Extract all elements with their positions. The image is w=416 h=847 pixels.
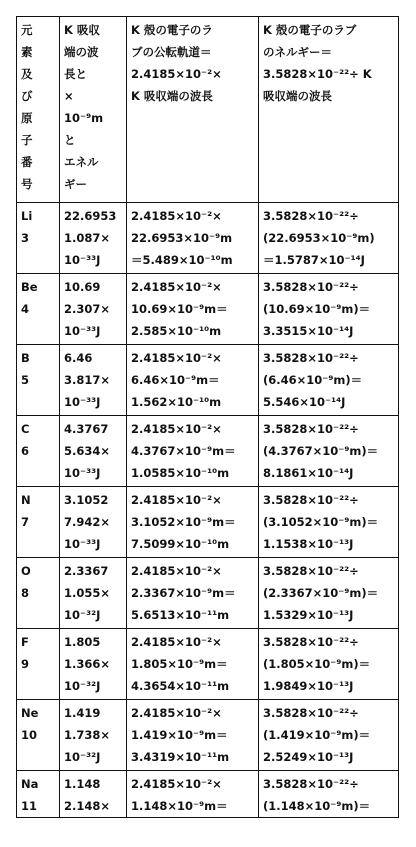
- cell-absorption-edge: [60, 274, 127, 345]
- cell-line: (1.805×10⁻⁹m)＝: [263, 657, 371, 671]
- cell-line: 2.4185×10⁻²×: [131, 422, 222, 436]
- cell-line: 1.055×: [64, 586, 111, 600]
- cell-line: 6.46: [64, 351, 93, 365]
- cell-orbit: [127, 700, 259, 771]
- cell-line: 10⁻³²J: [64, 608, 101, 622]
- table-row: [17, 487, 399, 558]
- cell-line: 2.3367×10⁻⁹m＝: [131, 586, 236, 600]
- table-row: [17, 203, 399, 274]
- header-energy: [259, 17, 399, 203]
- cell-line: 1.148: [64, 777, 101, 791]
- cell-line: 2.4185×10⁻²×: [131, 351, 222, 365]
- cell-element: [17, 416, 60, 487]
- cell-line: 5.6513×10⁻¹¹m: [131, 608, 230, 622]
- cell-line: 8.1861×10⁻¹⁴J: [263, 466, 354, 480]
- header-line: K 殻の電子のラ: [131, 23, 213, 37]
- cell-energy: [259, 487, 399, 558]
- cell-absorption-edge: [60, 771, 127, 818]
- header-line: び: [21, 89, 33, 103]
- cell-orbit: [127, 416, 259, 487]
- cell-line: O: [21, 564, 31, 578]
- cell-line: 4.3767: [64, 422, 109, 436]
- cell-line: 1.562×10⁻¹⁰m: [131, 395, 222, 409]
- cell-line: 3.5828×10⁻²²÷: [263, 564, 359, 578]
- cell-absorption-edge: [60, 416, 127, 487]
- header-orbit: [127, 17, 259, 203]
- header-line: 3.5828×10⁻²²÷ K: [263, 67, 372, 81]
- cell-element: [17, 771, 60, 818]
- cell-line: 1.148×10⁻⁹m＝: [131, 799, 228, 813]
- cell-line: 3.5828×10⁻²²÷: [263, 280, 359, 294]
- k-absorption-table: [16, 16, 399, 818]
- cell-line: 1.0585×10⁻¹⁰m: [131, 466, 230, 480]
- cell-line: 6: [21, 444, 30, 458]
- cell-line: 10.69: [64, 280, 101, 294]
- cell-line: 1.5329×10⁻¹³J: [263, 608, 354, 622]
- cell-line: (1.148×10⁻⁹m)＝: [263, 799, 371, 813]
- header-element-number: [17, 17, 60, 203]
- header-line: 長と: [64, 67, 87, 81]
- cell-element: [17, 629, 60, 700]
- cell-line: 5.634×: [64, 444, 111, 458]
- cell-orbit: [127, 203, 259, 274]
- cell-line: 1.805: [64, 635, 101, 649]
- cell-orbit: [127, 487, 259, 558]
- cell-line: 1.419: [64, 706, 101, 720]
- cell-line: 8: [21, 586, 30, 600]
- table-row: [17, 771, 399, 818]
- header-line: K 吸収端の波長: [131, 89, 213, 103]
- cell-line: 3.1052: [64, 493, 109, 507]
- cell-line: (10.69×10⁻⁹m)＝: [263, 302, 371, 316]
- cell-line: ＝1.5787×10⁻¹⁴J: [263, 253, 365, 267]
- cell-line: B: [21, 351, 30, 365]
- cell-absorption-edge: [60, 487, 127, 558]
- cell-orbit: [127, 345, 259, 416]
- cell-line: 10⁻³³J: [64, 324, 101, 338]
- header-line: ギー: [64, 177, 87, 191]
- cell-line: 10⁻³²J: [64, 679, 101, 693]
- cell-line: (6.46×10⁻⁹m)＝: [263, 373, 363, 387]
- cell-line: (1.419×10⁻⁹m)＝: [263, 728, 371, 742]
- cell-orbit: [127, 274, 259, 345]
- cell-line: 4.3767×10⁻⁹m＝: [131, 444, 236, 458]
- cell-line: (2.3367×10⁻⁹m)＝: [263, 586, 379, 600]
- header-line: 2.4185×10⁻²×: [131, 67, 222, 81]
- header-line: 番: [21, 155, 33, 169]
- header-line: と: [64, 133, 76, 147]
- table-row: [17, 274, 399, 345]
- cell-energy: [259, 700, 399, 771]
- cell-element: [17, 203, 60, 274]
- cell-line: 10.69×10⁻⁹m＝: [131, 302, 228, 316]
- cell-line: 3.1052×10⁻⁹m＝: [131, 515, 236, 529]
- table-row: [17, 629, 399, 700]
- cell-line: 2.4185×10⁻²×: [131, 280, 222, 294]
- cell-line: 9: [21, 657, 30, 671]
- cell-line: 3.5828×10⁻²²÷: [263, 706, 359, 720]
- cell-energy: [259, 274, 399, 345]
- cell-line: 10⁻³³J: [64, 395, 101, 409]
- cell-line: 2.3367: [64, 564, 109, 578]
- cell-line: 10: [21, 728, 38, 742]
- table-row: [17, 345, 399, 416]
- header-absorption-edge: [60, 17, 127, 203]
- cell-line: 5: [21, 373, 30, 387]
- cell-line: 3.4319×10⁻¹¹m: [131, 750, 230, 764]
- cell-line: 2.5249×10⁻¹³J: [263, 750, 354, 764]
- cell-line: (3.1052×10⁻⁹m)＝: [263, 515, 379, 529]
- cell-element: [17, 345, 60, 416]
- cell-line: 10⁻³²J: [64, 750, 101, 764]
- header-line: 素: [21, 45, 33, 59]
- header-line: 及: [21, 67, 33, 81]
- cell-element: [17, 700, 60, 771]
- cell-line: 3.5828×10⁻²²÷: [263, 493, 359, 507]
- table-row: [17, 700, 399, 771]
- cell-line: 7.5099×10⁻¹⁰m: [131, 537, 230, 551]
- cell-line: 2.4185×10⁻²×: [131, 493, 222, 507]
- cell-absorption-edge: [60, 629, 127, 700]
- cell-line: 3.5828×10⁻²²÷: [263, 635, 359, 649]
- cell-line: 10⁻³³J: [64, 537, 101, 551]
- cell-line: 2.148×: [64, 799, 111, 813]
- header-line: 子: [21, 133, 33, 147]
- cell-energy: [259, 771, 399, 818]
- cell-line: 7.942×: [64, 515, 111, 529]
- cell-absorption-edge: [60, 700, 127, 771]
- header-row: [17, 17, 399, 203]
- cell-line: Li: [21, 209, 33, 223]
- cell-line: 3.5828×10⁻²²÷: [263, 351, 359, 365]
- cell-energy: [259, 203, 399, 274]
- cell-line: 1.805×10⁻⁹m＝: [131, 657, 228, 671]
- cell-line: 2.307×: [64, 302, 111, 316]
- cell-absorption-edge: [60, 558, 127, 629]
- cell-orbit: [127, 771, 259, 818]
- header-line: 元: [21, 23, 33, 37]
- cell-line: 2.4185×10⁻²×: [131, 209, 222, 223]
- cell-line: 1.9849×10⁻¹³J: [263, 679, 354, 693]
- cell-line: 1.738×: [64, 728, 111, 742]
- header-line: ブの公転軌道＝: [131, 45, 212, 59]
- cell-line: N: [21, 493, 31, 507]
- cell-line: 22.6953×10⁻⁹m: [131, 231, 233, 245]
- header-line: ×: [64, 89, 74, 103]
- cell-absorption-edge: [60, 203, 127, 274]
- header-line: 10⁻⁹m: [64, 111, 104, 125]
- cell-line: 2.4185×10⁻²×: [131, 564, 222, 578]
- cell-line: 2.4185×10⁻²×: [131, 635, 222, 649]
- cell-line: (4.3767×10⁻⁹m)＝: [263, 444, 379, 458]
- cell-line: 3.5828×10⁻²²÷: [263, 777, 359, 791]
- cell-orbit: [127, 558, 259, 629]
- cell-line: 3.3515×10⁻¹⁴J: [263, 324, 354, 338]
- cell-line: 1.1538×10⁻¹³J: [263, 537, 354, 551]
- cell-element: [17, 274, 60, 345]
- cell-line: 2.4185×10⁻²×: [131, 706, 222, 720]
- cell-line: (22.6953×10⁻⁹m): [263, 231, 375, 245]
- cell-line: Be: [21, 280, 38, 294]
- cell-energy: [259, 558, 399, 629]
- table-row: [17, 416, 399, 487]
- cell-line: C: [21, 422, 30, 436]
- cell-line: F: [21, 635, 29, 649]
- cell-line: 10⁻³³J: [64, 253, 101, 267]
- cell-line: 1.419×10⁻⁹m＝: [131, 728, 228, 742]
- header-line: K 吸収: [64, 23, 100, 37]
- cell-line: 1.087×: [64, 231, 111, 245]
- cell-line: 3.5828×10⁻²²÷: [263, 209, 359, 223]
- cell-energy: [259, 345, 399, 416]
- cell-line: 3.817×: [64, 373, 111, 387]
- header-line: のネルギー＝: [263, 45, 332, 59]
- header-line: 端の波: [64, 45, 99, 59]
- cell-line: 2.4185×10⁻²×: [131, 777, 222, 791]
- cell-line: Na: [21, 777, 39, 791]
- cell-line: 3.5828×10⁻²²÷: [263, 422, 359, 436]
- cell-line: 11: [21, 799, 38, 813]
- cell-orbit: [127, 629, 259, 700]
- cell-line: 2.585×10⁻¹⁰m: [131, 324, 222, 338]
- cell-element: [17, 487, 60, 558]
- cell-element: [17, 558, 60, 629]
- cell-line: ＝5.489×10⁻¹⁰m: [131, 253, 233, 267]
- cell-line: 1.366×: [64, 657, 111, 671]
- header-line: 吸収端の波長: [263, 89, 332, 103]
- table-body: [17, 17, 399, 818]
- header-line: 号: [21, 177, 33, 191]
- cell-line: 7: [21, 515, 30, 529]
- cell-energy: [259, 629, 399, 700]
- cell-line: 4.3654×10⁻¹¹m: [131, 679, 230, 693]
- header-line: K 殻の電子のラブ: [263, 23, 357, 37]
- cell-line: Ne: [21, 706, 39, 720]
- cell-line: 10⁻³³J: [64, 466, 101, 480]
- header-line: 原: [21, 111, 33, 125]
- cell-line: 22.6953: [64, 209, 117, 223]
- cell-line: 3: [21, 231, 30, 245]
- cell-line: 4: [21, 302, 30, 316]
- cell-line: 6.46×10⁻⁹m＝: [131, 373, 220, 387]
- cell-energy: [259, 416, 399, 487]
- cell-absorption-edge: [60, 345, 127, 416]
- header-line: エネル: [64, 155, 99, 169]
- cell-line: 5.546×10⁻¹⁴J: [263, 395, 346, 409]
- table-row: [17, 558, 399, 629]
